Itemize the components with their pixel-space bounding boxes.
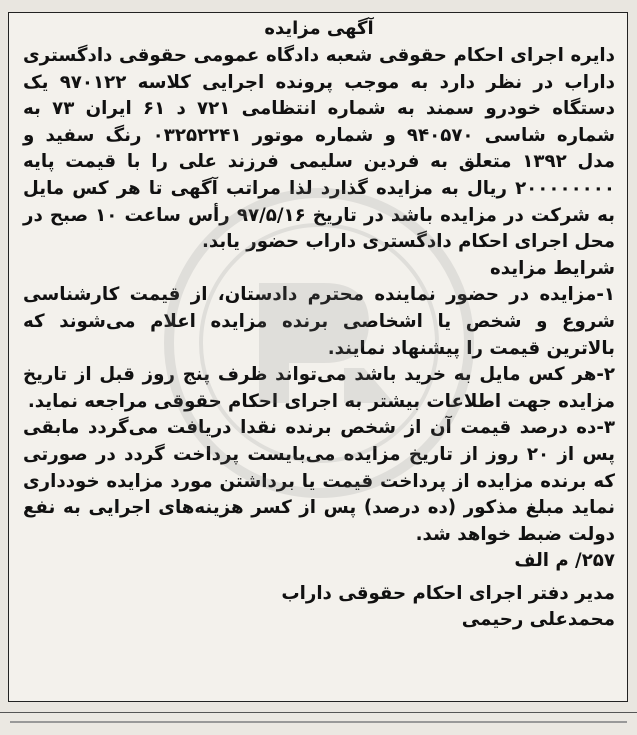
notice-frame	[8, 12, 628, 702]
conditions-heading: شرایط مزایده	[490, 257, 615, 279]
condition-item-2: ۲-هر کس مایل به خرید باشد می‌تواند ظرف پنج روز قبل از تاریخ مزایده جهت اطلاعات بیشتر به اجرای احکام حقوقی مراجعه نماید.	[23, 364, 615, 412]
notice-title: آگهی مزایده	[264, 18, 374, 39]
divider	[10, 721, 627, 723]
notice-content	[9, 13, 627, 634]
signatory-name: محمدعلی رحیمی	[461, 609, 615, 631]
signatory-title: مدیر دفتر اجرای احکام حقوقی داراب	[281, 582, 615, 604]
reference-number: ۲۵۷/ م الف	[514, 550, 615, 572]
condition-item-1: ۱-مزایده در حضور نماینده محترم دادستان، از قیمت کارشناسی شروع و شخص یا اشخاصی برنده مزایده اعلام می‌شوند که بالاترین قیمت را پیشنهاد نمایند.	[23, 284, 615, 359]
notice-body: دایره اجرای احکام حقوقی شعبه دادگاه عمومی حقوقی دادگستری داراب در نظر دارد به موجب پرونده اجرایی کلاسه ۹۷۰۱۲۲ یک دستگاه خودرو سمند به شماره انتظامی ۷۲۱ د ۶۱ ایران ۷۳ به شماره شاسی ۹۴۰۵۷۰ و شماره موتور ۰۳۲۵۲۲۴۱ رنگ سفید و مدل ۱۳۹۲ متعلق به فردین سلیمی فرزند علی را با قیمت پایه ۲۰۰۰۰۰۰۰۰ ریال به مزایده گذارد لذا مراتب آگهی تا هر کس مایل به شرکت در مزایده باشد در تاریخ ۹۷/۵/۱۶ رأس ساعت ۱۰ صبح در محل اجرای احکام دادگستری داراب حضور یابد.	[23, 45, 615, 253]
next-clipping-edge	[0, 712, 637, 735]
condition-item-3: ۳-ده درصد قیمت آن از شخص برنده نقدا دریافت می‌گردد مابقی پس از ۲۰ روز از تاریخ مزایده می‌بایست پرداخت گردد در صورتی که برنده مزایده از پرداخت قیمت یا برداشتن مورد مزایده خودداری نماید مبلغ مذکور (ده درصد) پس از کسر هزینه‌های اجرایی به نفع دولت ضبط خواهد شد.	[23, 417, 615, 545]
